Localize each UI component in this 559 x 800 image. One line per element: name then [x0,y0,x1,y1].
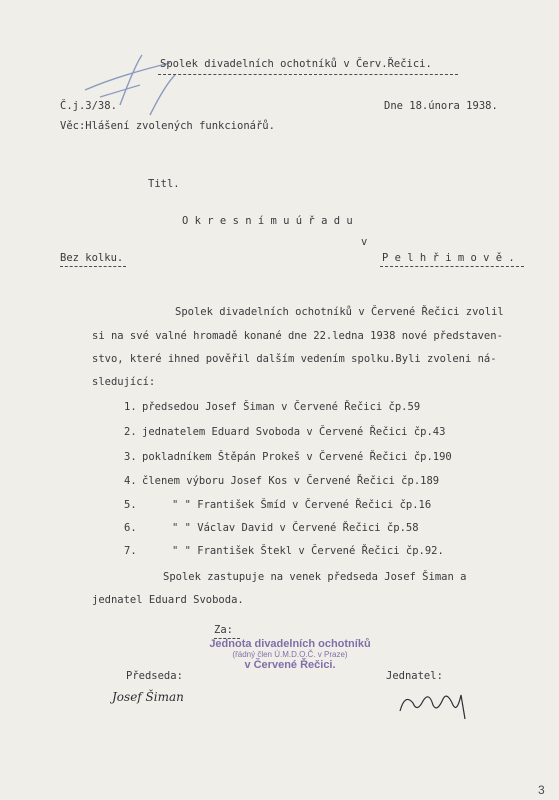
chair-signature: Josef Šiman [112,690,184,704]
date: Dne 18.února 1938. [384,100,498,112]
member-entry: členem výboru Josef Kos v Červené Řečici čp.189 [142,475,440,487]
body-line: si na své valné hromadě konané dne 22.ledna 1938 nové představen- [92,330,503,342]
member-entry: " " Václav David v Červené Řečici čp.58 [172,522,419,534]
association-stamp [205,638,375,671]
member-entry: jednatelem Eduard Svoboda v Červené Řečici čp.43 [142,426,446,438]
closing-line: Spolek zastupuje na venek předseda Josef Šiman a [163,571,467,583]
letterhead: Spolek divadelních ochotníků v Červ.Řečici. [160,58,432,70]
reference-number: Č.j.3/38. [60,100,117,112]
salutation: Titl. [148,178,180,190]
body-line: stvo, které ihned pověřil dalším vedením spolku.Byli zvoleni ná- [92,353,497,365]
member-entry: předsedou Josef Šiman v Červené Řečici čp.59 [142,401,421,413]
addressee-prep: v [361,236,368,248]
no-stamp-note: Bez kolku. [60,252,124,264]
member-number: 1. [124,401,137,413]
member-number: 5. [124,499,137,511]
stamp-line: Jednota divadelních ochotníků [209,638,371,650]
page-number: 3 [538,783,545,797]
member-entry: " " František Šmíd v Červené Řečici čp.16 [172,499,432,511]
member-number: 2. [124,426,137,438]
member-number: 7. [124,545,137,557]
city-underline [380,266,524,267]
no-stamp-underline [60,266,126,267]
addressee: O k r e s n í m u ú ř a d u [182,215,353,227]
member-number: 6. [124,522,137,534]
member-entry: " " František Štekl v Červené Řečici čp.92. [172,545,444,557]
member-entry: pokladníkem Štěpán Prokeš v Červené Řečici čp.190 [142,451,452,463]
chair-label: Předseda: [126,670,183,682]
for-label: Za: [214,624,233,636]
subject: Věc:Hlášení zvolených funkcionářů. [60,120,275,132]
closing-line: jednatel Eduard Svoboda. [92,594,244,606]
stamp-line: v Červené Řečici. [244,659,336,671]
secretary-signature [395,683,475,723]
member-number: 4. [124,475,137,487]
pencil-annotation [80,45,190,125]
city: P e l h ř i m o v ě . [382,252,515,264]
secretary-label: Jednatel: [386,670,443,682]
body-line: sledující: [92,376,156,388]
letterhead-underline [158,74,458,75]
member-number: 3. [124,451,137,463]
body-line: Spolek divadelních ochotníků v Červené Řečici zvolil [175,306,504,318]
stamp-line: (řádný člen Ú.M.D.O.Č. v Praze) [232,650,348,659]
